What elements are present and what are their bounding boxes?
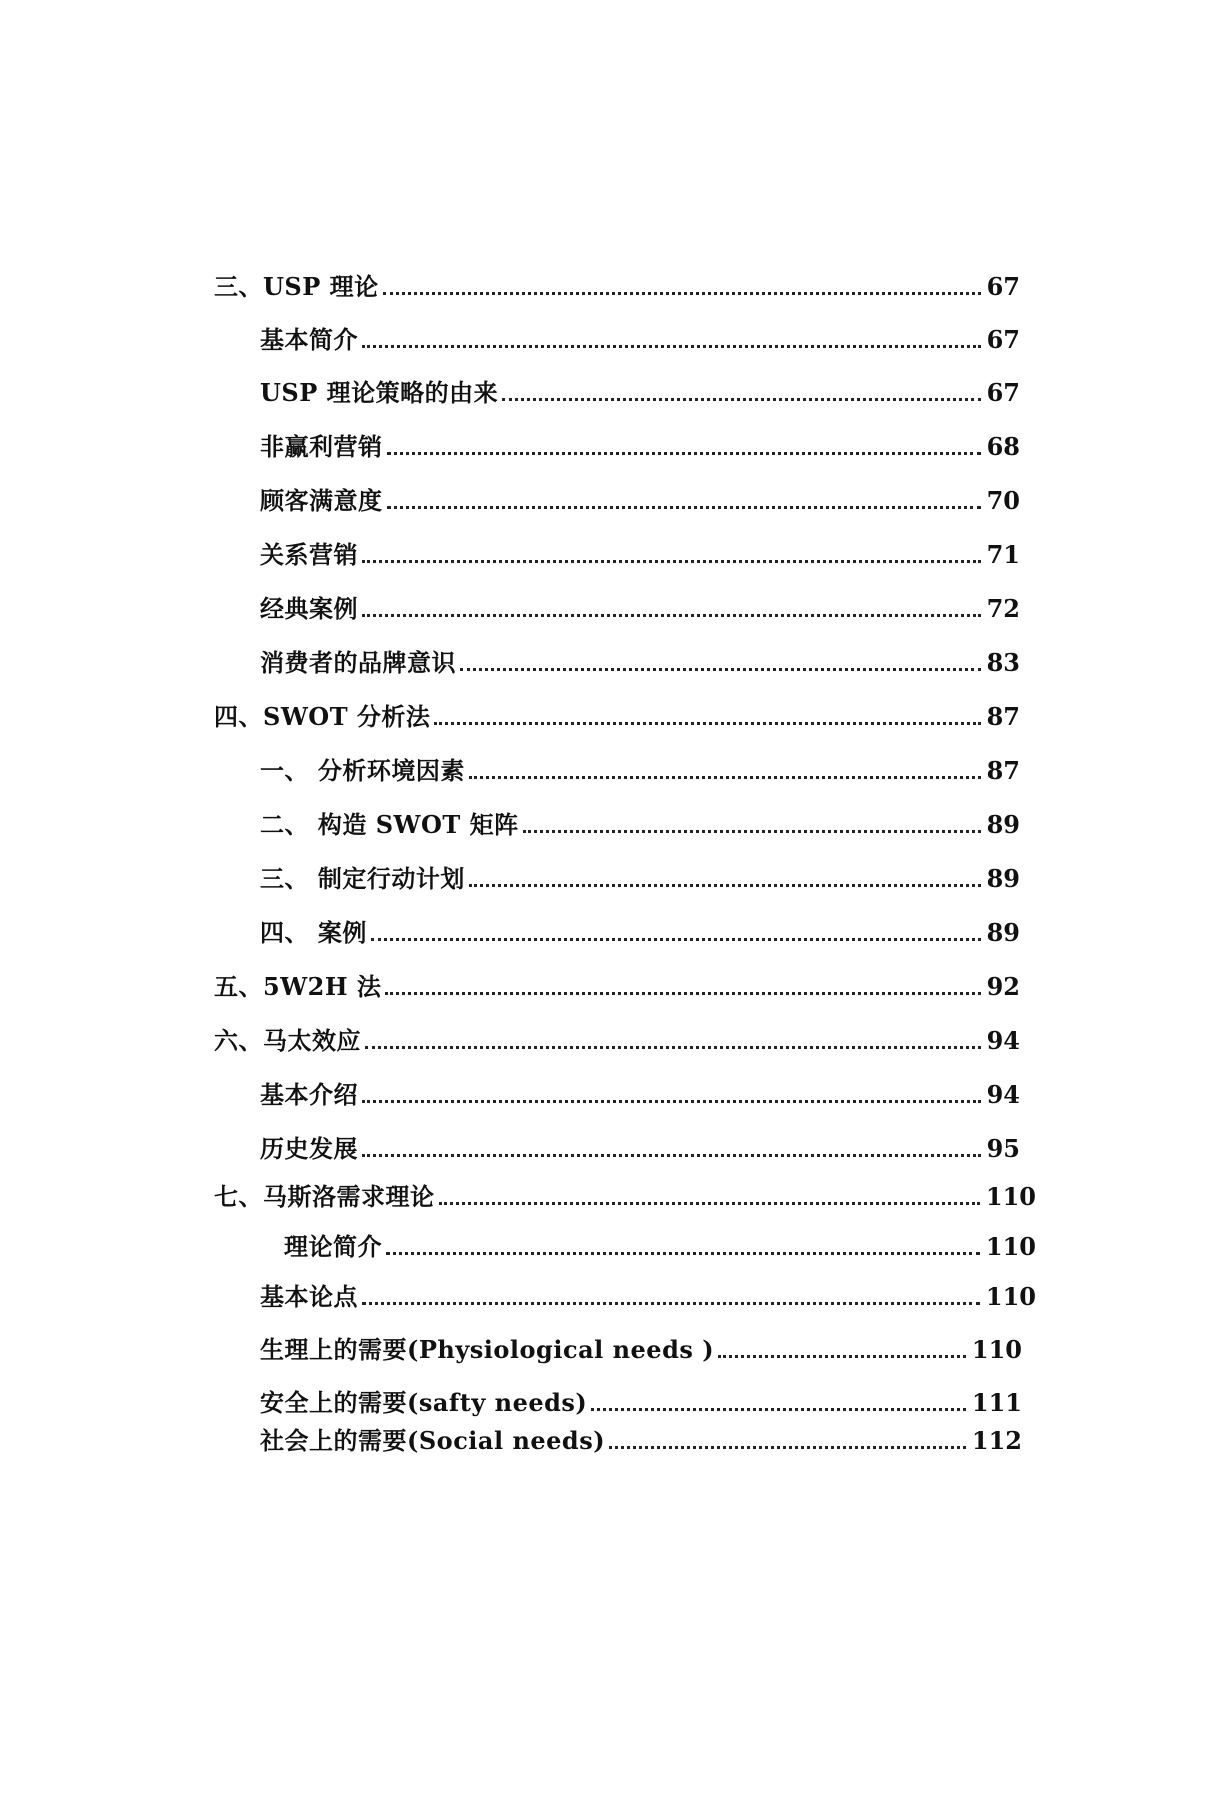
toc-entry-title: 关系营销 (260, 540, 358, 569)
toc-entry (260, 746, 1020, 786)
toc-entry-page: 70 (986, 486, 1020, 515)
toc-entry (260, 1070, 1020, 1110)
toc-entry-title: 社会上的需要(Social needs) (260, 1426, 606, 1455)
dot-leader (434, 722, 980, 725)
dot-leader (362, 1302, 980, 1305)
dot-leader (460, 668, 981, 671)
toc-entry-title: 基本简介 (260, 325, 358, 354)
dot-leader (591, 1408, 966, 1411)
toc-entry (260, 638, 1020, 678)
dot-leader (386, 1252, 980, 1255)
toc-entry-title: 基本介绍 (260, 1080, 358, 1109)
dot-leader (439, 1202, 980, 1205)
toc-entry-page: 89 (986, 918, 1020, 947)
toc-entry-page: 72 (986, 594, 1020, 623)
toc-entry-page: 87 (986, 702, 1020, 731)
toc-entry (260, 315, 1020, 355)
dot-leader (523, 830, 981, 833)
toc-entry-title: 四、 案例 (260, 918, 367, 947)
toc-entry-title: 非赢利营销 (260, 432, 383, 461)
toc-entry-page: 67 (986, 272, 1020, 301)
dot-leader (718, 1355, 966, 1358)
dot-leader (387, 452, 981, 455)
toc-entry-page: 87 (986, 756, 1020, 785)
toc-entry-title: 消费者的品牌意识 (260, 648, 456, 677)
toc-entry-title: 历史发展 (260, 1134, 358, 1163)
toc-entry-page: 68 (986, 432, 1020, 461)
dot-leader (362, 345, 981, 348)
toc-entry-title: 六、马太效应 (214, 1026, 361, 1055)
toc-entry-page: 83 (986, 648, 1020, 677)
toc-entry-page: 110 (985, 1282, 1036, 1311)
toc-entry-page: 94 (986, 1026, 1020, 1055)
toc-entry-title: 生理上的需要(Physiological needs ) (260, 1335, 715, 1364)
toc-entry-page: 67 (986, 325, 1020, 354)
dot-leader (502, 398, 980, 401)
toc-entry (260, 368, 1020, 408)
dot-leader (469, 776, 981, 779)
toc-entry (260, 584, 1020, 624)
toc-entry (260, 1325, 1022, 1365)
toc-entry-page: 110 (985, 1182, 1036, 1211)
dot-leader (469, 884, 981, 887)
toc-entry-title: 一、 分析环境因素 (260, 756, 465, 785)
toc-entry-title: 五、5W2H 法 (214, 972, 382, 1001)
toc-entry-title: 三、 制定行动计划 (260, 864, 465, 893)
toc-entry (284, 1222, 1036, 1262)
toc-entry-page: 89 (986, 864, 1020, 893)
dot-leader (362, 1100, 981, 1103)
toc-entry (260, 800, 1020, 840)
toc-entry (260, 854, 1020, 894)
toc-entry (260, 530, 1020, 570)
dot-leader (362, 1154, 981, 1157)
toc-entry-page: 71 (986, 540, 1020, 569)
dot-leader (362, 614, 981, 617)
toc-entry-page: 92 (986, 972, 1020, 1001)
toc-entry (214, 1016, 1020, 1056)
toc-entry-page: 111 (971, 1388, 1022, 1417)
toc-entry-title: 七、马斯洛需求理论 (214, 1182, 435, 1211)
toc-entry-page: 94 (986, 1080, 1020, 1109)
toc-entry-page: 112 (971, 1426, 1022, 1455)
dot-leader (365, 1046, 981, 1049)
toc-entry-title: 理论简介 (284, 1232, 382, 1261)
dot-leader (371, 938, 981, 941)
toc-entry-title: USP 理论策略的由来 (260, 378, 499, 407)
toc-entry (214, 1172, 1036, 1212)
toc-entry-page: 67 (986, 378, 1020, 407)
toc-entry (260, 422, 1020, 462)
dot-leader (609, 1446, 966, 1449)
toc-entry (260, 1416, 1022, 1456)
toc-entry (260, 476, 1020, 516)
dot-leader (362, 560, 981, 563)
toc-entry-title: 三、USP 理论 (214, 272, 379, 301)
toc-entry (214, 962, 1020, 1002)
toc-entry-page: 110 (985, 1232, 1036, 1261)
toc-entry (214, 692, 1020, 732)
toc-entry-title: 二、 构造 SWOT 矩阵 (260, 810, 519, 839)
dot-leader (383, 292, 981, 295)
toc-entry (260, 1124, 1020, 1164)
toc-entry (214, 262, 1020, 302)
toc-entry-title: 经典案例 (260, 594, 358, 623)
toc-entry-title: 安全上的需要(safty needs) (260, 1388, 588, 1417)
toc-entry-page: 110 (971, 1335, 1022, 1364)
toc-entry-title: 四、SWOT 分析法 (214, 702, 431, 731)
toc-entry-page: 95 (986, 1134, 1020, 1163)
toc-entry-title: 顾客满意度 (260, 486, 383, 515)
toc-entry-title: 基本论点 (260, 1282, 358, 1311)
dot-leader (387, 506, 981, 509)
toc-entry (260, 1378, 1022, 1418)
toc-entry-page: 89 (986, 810, 1020, 839)
toc-entry (260, 908, 1020, 948)
dot-leader (385, 992, 980, 995)
toc-entry (260, 1272, 1036, 1312)
